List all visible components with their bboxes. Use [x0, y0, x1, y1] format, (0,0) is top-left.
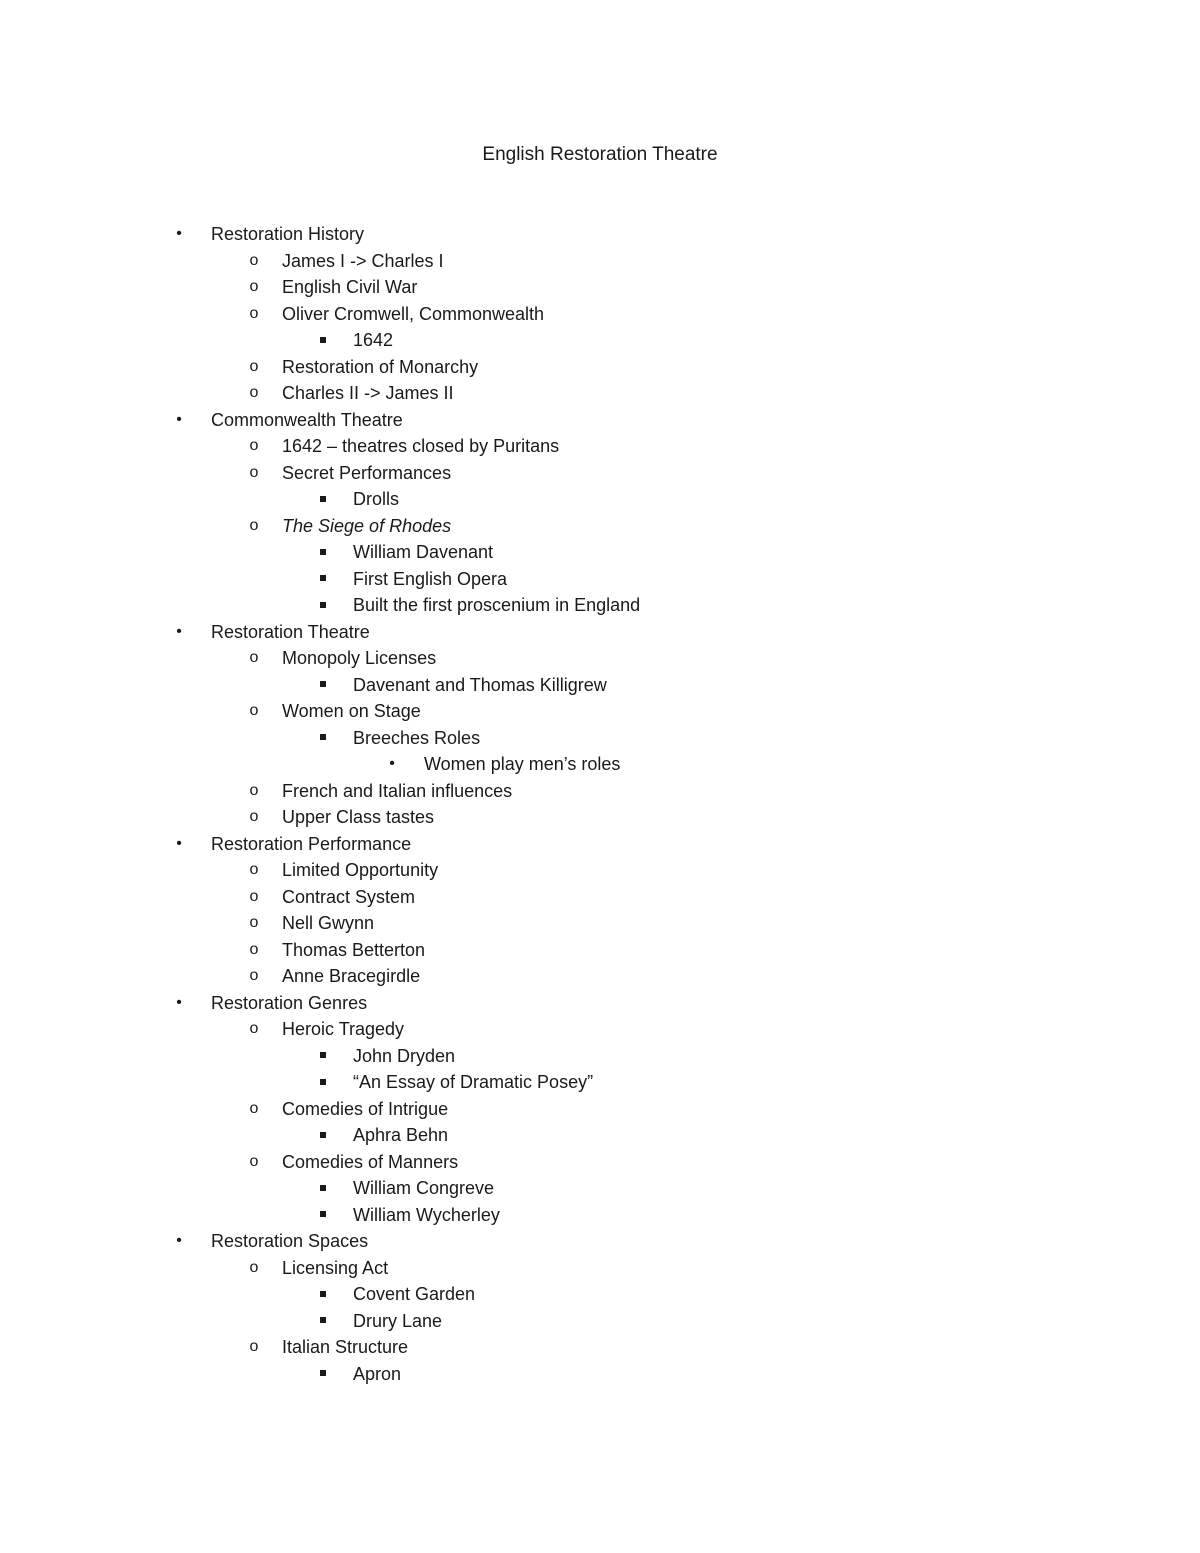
bullet-circle-o-icon: o — [249, 1258, 259, 1276]
bullet-square-icon — [313, 1175, 333, 1202]
bullet-square-icon — [313, 1043, 333, 1070]
outline-item-text: Charles II -> James II — [282, 383, 454, 403]
outline-item-level-1 — [0, 937, 1200, 964]
outline-item-text: William Wycherley — [353, 1204, 500, 1225]
outline-item-text: Restoration of Monarchy — [282, 356, 479, 377]
bullet-disc-icon: • — [176, 622, 182, 640]
bullet-disc-icon: • — [389, 755, 395, 772]
outline-item-level-2 — [0, 1175, 1200, 1202]
outline-list — [0, 221, 1200, 1387]
outline-item-level-2 — [0, 327, 1200, 354]
outline-item-text: Apron — [353, 1363, 402, 1384]
outline-item-text: Breeches Roles — [353, 727, 481, 748]
outline-item-level-1 — [0, 460, 1200, 487]
outline-item-text: Comedies of Intrigue — [282, 1098, 449, 1119]
bullet-square-icon — [313, 1308, 333, 1335]
bullet-circle-o-icon: o — [249, 861, 259, 878]
outline-item-text: English Civil War — [282, 277, 418, 297]
outline-item-text: Comedies of Manners — [282, 1151, 459, 1172]
bullet-square-icon — [313, 566, 333, 593]
outline-item-text: Aphra Behn — [353, 1125, 449, 1145]
bullet-square-icon — [313, 486, 333, 513]
outline-item-text: Drury Lane — [353, 1310, 443, 1331]
outline-item-level-1 — [0, 857, 1200, 884]
outline-item-text: Contract System — [282, 886, 416, 907]
document-title: English Restoration Theatre — [482, 144, 718, 165]
outline-item-text: Restoration Performance — [211, 833, 412, 854]
bullet-disc-icon: • — [176, 993, 182, 1011]
outline-item-text: 1642 — [353, 330, 394, 350]
bullet-disc-icon: • — [176, 225, 182, 242]
bullet-circle-o-icon: o — [249, 781, 259, 799]
outline-item-level-1 — [0, 354, 1200, 381]
outline-item-text: Drolls — [353, 489, 400, 509]
outline-item-level-1 — [0, 248, 1200, 275]
outline-item-text: Monopoly Licenses — [282, 648, 437, 668]
outline-item-level-1 — [0, 274, 1200, 301]
outline-item-level-0 — [0, 619, 1200, 646]
bullet-circle-o-icon: o — [249, 251, 259, 269]
outline-item-level-1 — [0, 433, 1200, 460]
outline-item-level-0 — [0, 831, 1200, 858]
bullet-circle-o-icon: o — [249, 516, 259, 534]
outline-item-text: First English Opera — [353, 568, 508, 589]
bullet-circle-o-icon: o — [249, 940, 259, 958]
bullet-circle-o-icon: o — [249, 1020, 259, 1037]
outline-item-level-1 — [0, 1149, 1200, 1176]
outline-item-text: Covent Garden — [353, 1284, 476, 1304]
outline-item-level-1 — [0, 804, 1200, 831]
outline-item-text: Nell Gwynn — [282, 913, 375, 933]
outline-item-level-2 — [0, 1043, 1200, 1070]
outline-item-level-1 — [0, 698, 1200, 725]
bullet-disc-icon: • — [176, 834, 182, 852]
outline-item-text: Restoration Theatre — [211, 621, 370, 642]
bullet-square-icon — [313, 327, 333, 354]
outline-item-level-2 — [0, 1281, 1200, 1308]
outline-item-text: Commonwealth Theatre — [211, 409, 403, 430]
outline-item-level-2 — [0, 1361, 1200, 1388]
bullet-circle-o-icon: o — [249, 649, 259, 666]
outline-item-level-1 — [0, 778, 1200, 805]
outline-item-level-2 — [0, 566, 1200, 593]
outline-item-level-2 — [0, 1069, 1200, 1096]
bullet-disc-icon: • — [176, 410, 182, 428]
bullet-square-icon — [313, 592, 333, 619]
outline-item-text: Anne Bracegirdle — [282, 966, 421, 986]
bullet-circle-o-icon: o — [249, 702, 259, 719]
outline-item-level-2 — [0, 592, 1200, 619]
outline-item-level-3 — [0, 751, 1200, 778]
bullet-circle-o-icon: o — [249, 278, 259, 295]
outline-item-text: Secret Performances — [282, 462, 452, 483]
outline-item-text: French and Italian influences — [282, 780, 513, 801]
bullet-square-icon — [313, 1069, 333, 1096]
bullet-circle-o-icon: o — [249, 1099, 259, 1117]
bullet-square-icon — [313, 1281, 333, 1308]
outline-item-level-1 — [0, 380, 1200, 407]
outline-item-text: “An Essay of Dramatic Posey” — [353, 1072, 594, 1092]
outline-item-level-1 — [0, 1255, 1200, 1282]
outline-item-text: Limited Opportunity — [282, 860, 439, 880]
outline-item-text: John Dryden — [353, 1045, 456, 1066]
outline-item-text: Heroic Tragedy — [282, 1019, 405, 1039]
bullet-circle-o-icon: o — [249, 887, 259, 905]
outline-item-text: Upper Class tastes — [282, 807, 435, 827]
bullet-circle-o-icon: o — [249, 967, 259, 984]
outline-item-level-1 — [0, 884, 1200, 911]
bullet-square-icon — [313, 539, 333, 566]
outline-item-level-1 — [0, 301, 1200, 328]
outline-item-level-1 — [0, 1096, 1200, 1123]
bullet-square-icon — [313, 672, 333, 699]
outline-item-level-1 — [0, 910, 1200, 937]
outline-item-text: James I -> Charles I — [282, 250, 444, 271]
outline-item-level-2 — [0, 539, 1200, 566]
outline-item-level-0 — [0, 990, 1200, 1017]
bullet-square-icon — [313, 1122, 333, 1149]
bullet-circle-o-icon: o — [249, 384, 259, 401]
outline-item-text: Licensing Act — [282, 1257, 389, 1278]
bullet-circle-o-icon: o — [249, 357, 259, 375]
outline-item-level-2 — [0, 1202, 1200, 1229]
outline-item-text: William Congreve — [353, 1178, 495, 1198]
outline-item-level-1 — [0, 1016, 1200, 1043]
outline-item-level-2 — [0, 1308, 1200, 1335]
bullet-circle-o-icon: o — [249, 437, 259, 454]
outline-item-level-2 — [0, 672, 1200, 699]
outline-item-text: 1642 – theatres closed by Puritans — [282, 436, 560, 456]
outline-item-level-2 — [0, 1122, 1200, 1149]
bullet-square-icon — [313, 725, 333, 752]
outline-item-text: Women play men’s roles — [424, 754, 621, 774]
outline-item-text: Restoration Spaces — [211, 1231, 369, 1251]
bullet-circle-o-icon: o — [249, 808, 259, 825]
outline-item-text: The Siege of Rhodes — [282, 515, 452, 536]
bullet-square-icon — [313, 1361, 333, 1388]
outline-item-text: Women on Stage — [282, 701, 421, 721]
outline-item-text: Oliver Cromwell, Commonwealth — [282, 303, 545, 324]
outline-item-text: William Davenant — [353, 542, 494, 562]
outline-item-level-2 — [0, 725, 1200, 752]
outline-item-text: Restoration History — [211, 224, 365, 244]
outline-item-level-0 — [0, 407, 1200, 434]
outline-item-level-1 — [0, 963, 1200, 990]
bullet-circle-o-icon: o — [249, 463, 259, 481]
outline-item-text: Davenant and Thomas Killigrew — [353, 674, 607, 695]
outline-item-level-1 — [0, 513, 1200, 540]
outline-item-text: Built the first proscenium in England — [353, 595, 641, 615]
bullet-circle-o-icon: o — [249, 914, 259, 931]
outline-item-text: Restoration Genres — [211, 992, 368, 1013]
outline-item-level-1 — [0, 1334, 1200, 1361]
outline-item-text: Thomas Betterton — [282, 939, 426, 960]
outline-item-level-0 — [0, 1228, 1200, 1255]
outline-item-text: Italian Structure — [282, 1337, 409, 1357]
bullet-square-icon — [313, 1202, 333, 1229]
bullet-circle-o-icon: o — [249, 304, 259, 322]
bullet-circle-o-icon: o — [249, 1338, 259, 1355]
outline-item-level-2 — [0, 486, 1200, 513]
bullet-circle-o-icon: o — [249, 1152, 259, 1170]
outline-item-level-0 — [0, 221, 1200, 248]
outline-item-level-1 — [0, 645, 1200, 672]
bullet-disc-icon: • — [176, 1232, 182, 1249]
